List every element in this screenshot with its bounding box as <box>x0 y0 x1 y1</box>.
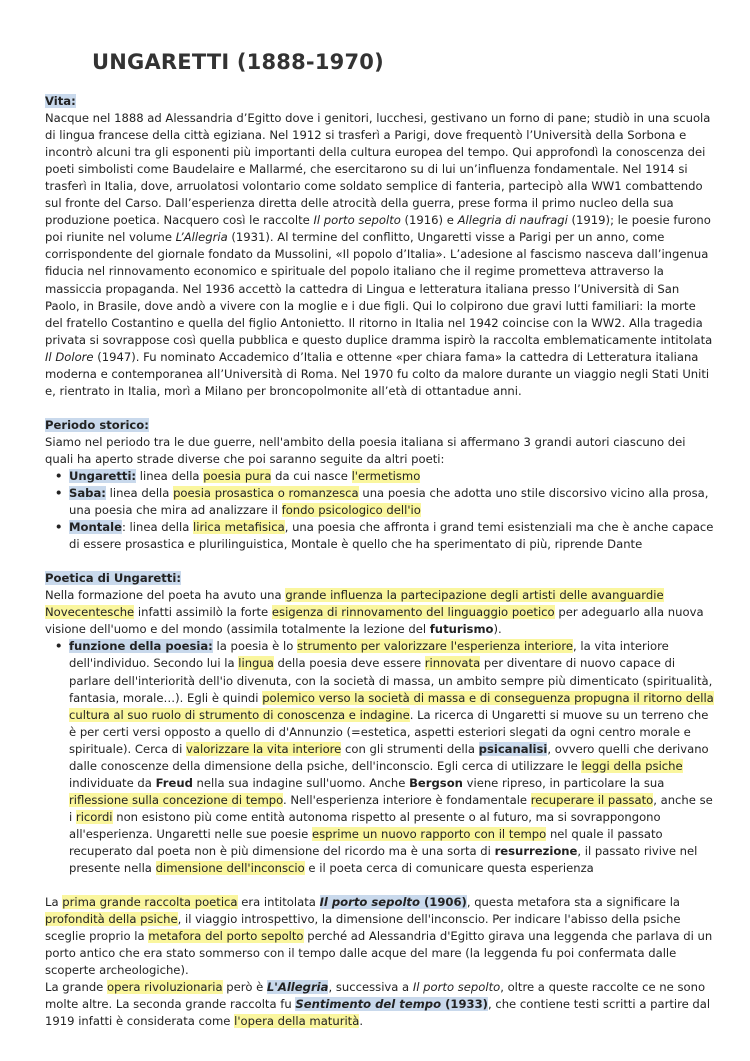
poetica-list <box>45 638 717 877</box>
text-run: e il poeta cerca di comunicare questa esperienza <box>304 861 594 876</box>
emphasized-text: profondità della psiche <box>45 912 178 927</box>
text-run: nel quale il passato recuperato dal poeta non è più dimensione del ricordo ma è una sorta di <box>69 826 663 858</box>
section-periodo-storico <box>45 417 717 553</box>
list-item-funzione-poesia <box>69 638 717 877</box>
text-run: per adeguarlo alla nuova visione dell'uomo e del mondo (assimila totalmente la lezione del <box>45 605 704 637</box>
text-run: da cui nasce <box>271 468 352 483</box>
list-item-ungaretti <box>69 468 717 485</box>
text-run: , una poesia che affronta i grand temi esistenziali ma che è anche capace di essere prosastica e plurilinguistica, Montale è quello che ha sperimentato di più, riprende Dante <box>69 520 714 552</box>
emphasized-text: valorizzare la vita interiore <box>186 741 342 756</box>
emphasized-text: dimensione dell'inconscio <box>155 861 305 876</box>
text-run: (1916) e <box>400 213 458 228</box>
section-raccolte <box>45 894 717 1030</box>
emphasized-text: opera rivoluzionaria <box>107 980 223 995</box>
text-run: . <box>359 1014 364 1029</box>
text-run: con gli strumenti della <box>341 741 479 756</box>
emphasized-text: Freud <box>155 775 193 790</box>
text-run: Nella formazione del poeta ha avuto una <box>45 588 286 603</box>
emphasized-text: Montale <box>69 520 122 535</box>
section-vita <box>45 93 717 400</box>
text-run: , questa metafora sta a significare la <box>466 895 681 910</box>
text-run: , il passato rivive nel presente nella <box>69 843 698 876</box>
text-run: una poesia che adotta uno stile discorsivo vicino alla prosa, una poesia che mira ad analizzare il <box>69 486 709 518</box>
list-item-saba <box>69 485 717 519</box>
emphasized-text: prima grande raccolta poetica <box>62 895 238 910</box>
emphasized-text: resurrezione <box>494 843 578 858</box>
text-run: (1931). Al termine del conflitto, Ungaretti visse a Parigi per un anno, come corrispondente del giornale fondato da Mussolini, «Il popolo d’Italia». L’adesione al fascismo nasceva dall’ingenua fiducia nel rinnovamento economico e spirituale del popolo italiano che il regime prometteva attraverso la massiccia propaganda. Nel 1936 accettò la cattedra di Lingua e letteratura italiana presso l’Università di San Paolo, in Brasile, dove andò a vivere con la moglie e i due figli. Qui lo colpirono due gravi lutti familiari: la morte del fratello Costantino e quella del figlio Antonietto. Il ritorno in Italia nel 1942 coincise con la WW2. Alla tragedia privata si sovrappose così quella pubblica e questo duplice dramma ispirò la raccolta emblematicamente intitolata <box>45 230 713 347</box>
text-run: linea della <box>136 468 204 483</box>
heading-text: Vita: <box>45 94 76 108</box>
paragraph-periodo-intro <box>45 434 717 468</box>
text-run: Nacque nel 1888 ad Alessandria d’Egitto dove i genitori, lucchesi, gestivano un forno di pane; studiò in una scuola di lingua francese della città egiziana. Nel 1912 si trasferì a Parigi, dove frequentò l’Università della Sorbona e incontrò alcuni tra gli esponenti più importanti della cultura europea del tempo. Qui approfondì la conoscenza dei poeti simbolisti come Baudelaire e Mallarmé, che esercitarono su di lui un’influenza fondamentale. Nel 1914 si trasferì in Italia, dove, arruolatosi volontario come soldato semplice di fanteria, partecipò alla WW1 combattendo sul fronte del Carso. Dall’esperienza diretta delle atrocità della guerra, prese forma il primo nucleo della sua produzione poetica. Nacquero così le raccolte <box>45 111 711 228</box>
text-run: ). <box>493 622 502 637</box>
paragraph-porto-sepolto <box>45 894 717 979</box>
paragraph-allegria <box>45 979 717 1030</box>
emphasized-text: lingua <box>238 656 274 671</box>
emphasized-text: polemico verso la società di massa e di conseguenza propugna il ritorno della cultura al suo ruolo di strumento di conoscenza e indagine <box>69 690 714 722</box>
text-run: nella sua indagine sull'uomo. Anche <box>192 775 410 790</box>
emphasized-text: esprime un nuovo rapporto con il tempo <box>311 826 547 841</box>
list-item-montale <box>69 519 717 553</box>
emphasized-text: psicanalisi <box>478 741 548 756</box>
emphasized-text: (1933) <box>441 997 488 1012</box>
page-title: UNGARETTI (1888-1970) <box>92 50 384 74</box>
emphasized-text: Saba: <box>69 486 106 501</box>
heading-text: Poetica di Ungaretti: <box>45 571 181 586</box>
emphasized-text: grande influenza la partecipazione degli artisti delle avanguardie Novecentesche <box>45 588 664 620</box>
emphasized-text: l'opera della maturità <box>234 1014 360 1029</box>
text-run: non esistono più come entità autonoma rispetto al presente o al futuro, ma si sovrappongono all'esperienza. Ungaretti nelle sue poesie <box>69 809 661 841</box>
text-run: . La ricerca di Ungaretti si muove su un terreno che è per certi versi opposto a quello di d'Annunzio (=estetica, aspetti esteriori slegati da ogni centro morale e spirituale). Cerca di <box>69 707 709 756</box>
text-run: della poesia deve essere <box>273 656 425 671</box>
text-run: , successiva a <box>328 980 413 995</box>
emphasized-text: ricordi <box>75 809 113 824</box>
emphasized-text: L’Allegria <box>175 230 228 245</box>
emphasized-text: l'ermetismo <box>351 468 421 483</box>
text-run: però è <box>222 980 267 995</box>
emphasized-text: funzione della poesia: <box>69 639 213 654</box>
paragraph-vita <box>45 110 717 400</box>
text-run: (1919); le poesie furono poi riunite nel volume <box>45 213 711 245</box>
text-run: . Nell'esperienza interiore è fondamentale <box>282 792 531 807</box>
emphasized-text: L'Allegria <box>266 980 329 995</box>
emphasized-text: riflessione sulla concezione di tempo <box>69 792 283 807</box>
text-run: perché ad Alessandria d'Egitto girava una leggenda che parlava di un porto antico che era stato sommerso con il tempo dalle acque del mare (la leggenda fu poi confermata dalle scoperte archeologiche). <box>45 929 713 978</box>
emphasized-text: Il porto sepolto <box>412 980 501 995</box>
emphasized-text: strumento per valorizzare l'esperienza interiore <box>296 639 573 654</box>
section-heading-vita <box>45 93 717 110</box>
text-run: : linea della <box>121 520 193 535</box>
section-heading-periodo <box>45 417 717 434</box>
emphasized-text: Ungaretti: <box>69 468 137 483</box>
text-run: individuate da <box>69 775 156 790</box>
emphasized-text: fondo psicologico dell'io <box>281 503 421 518</box>
emphasized-text: leggi della psiche <box>581 758 683 773</box>
text-run: linea della <box>105 486 174 501</box>
emphasized-text: Il porto sepolto <box>319 895 420 910</box>
text-run: , oltre a queste raccolte ce ne sono molte altre. La seconda grande raccolta fu <box>45 980 706 1012</box>
text-run: la poesia è lo <box>212 639 297 654</box>
text-run: , ovvero quelli che derivano dalle conoscenze della dimensione della psiche, dell'inconscio. Egli cerca di utilizzare le <box>69 741 709 773</box>
text-run: Siamo nel periodo tra le due guerre, nell'ambito della poesia italiana si affermano 3 grandi autori ciascuno dei quali ha aperto strade diverse che poi saranno seguite da altri poeti: <box>45 434 686 466</box>
section-poetica <box>45 570 717 877</box>
emphasized-text: rinnovata <box>424 656 481 671</box>
text-run: era intitolata <box>237 895 320 910</box>
text-run: infatti assimilò la forte <box>134 605 272 620</box>
text-run: , la vita interiore dell'individuo. Secondo lui la <box>69 639 669 671</box>
text-run: , che contiene testi scritti a partire dal 1919 infatti è considerata come <box>45 997 711 1029</box>
text-run: La <box>45 895 63 910</box>
emphasized-text: recuperare il passato <box>530 792 654 807</box>
emphasized-text: Bergson <box>409 775 463 790</box>
text-run: , il viaggio introspettivo, la dimensione dell'inconscio. Per indicare l'abisso della psiche sceglie proprio la <box>45 912 681 944</box>
text-run: viene ripreso, in particolare la sua <box>462 775 665 790</box>
emphasized-text: futurismo <box>429 622 494 637</box>
emphasized-text: poesia prosastica o romanzesca <box>173 486 359 501</box>
paragraph-poetica-intro <box>45 587 717 638</box>
text-run: per diventare di nuovo capace di parlare dell'interiorità dell'io divenuta, con la società di massa, un ambito sempre più dimenticato (spiritualità, fantasia, morale…). Egli è quindi <box>69 656 713 705</box>
text-run: (1947). Fu nominato Accademico d’Italia e ottenne «per chiara fama» la cattedra di Letteratura italiana moderna e contemporanea all’Università di Roma. Nel 1970 fu colto da malore durante un viaggio negli Stati Uniti e, rientrato in Italia, morì a Milano per broncopolmonite all’età di ottantadue anni. <box>45 349 710 398</box>
emphasized-text: Sentimento del tempo <box>295 997 442 1012</box>
heading-text: Periodo storico: <box>45 417 149 432</box>
section-heading-poetica <box>45 570 717 587</box>
text-run: , anche se i <box>69 792 713 824</box>
poets-list <box>45 468 717 553</box>
emphasized-text: lirica metafisica <box>193 520 285 535</box>
emphasized-text: Il porto sepolto <box>313 213 401 228</box>
document-body <box>45 93 717 1047</box>
emphasized-text: esigenza di rinnovamento del linguaggio poetico <box>271 605 555 620</box>
emphasized-text: poesia pura <box>203 468 272 483</box>
emphasized-text: (1906) <box>419 895 467 910</box>
text-run: La grande <box>45 980 108 995</box>
emphasized-text: Allegria di naufragi <box>457 213 568 228</box>
emphasized-text: Il Dolore <box>45 349 94 364</box>
emphasized-text: metafora del porto sepolto <box>148 929 304 944</box>
